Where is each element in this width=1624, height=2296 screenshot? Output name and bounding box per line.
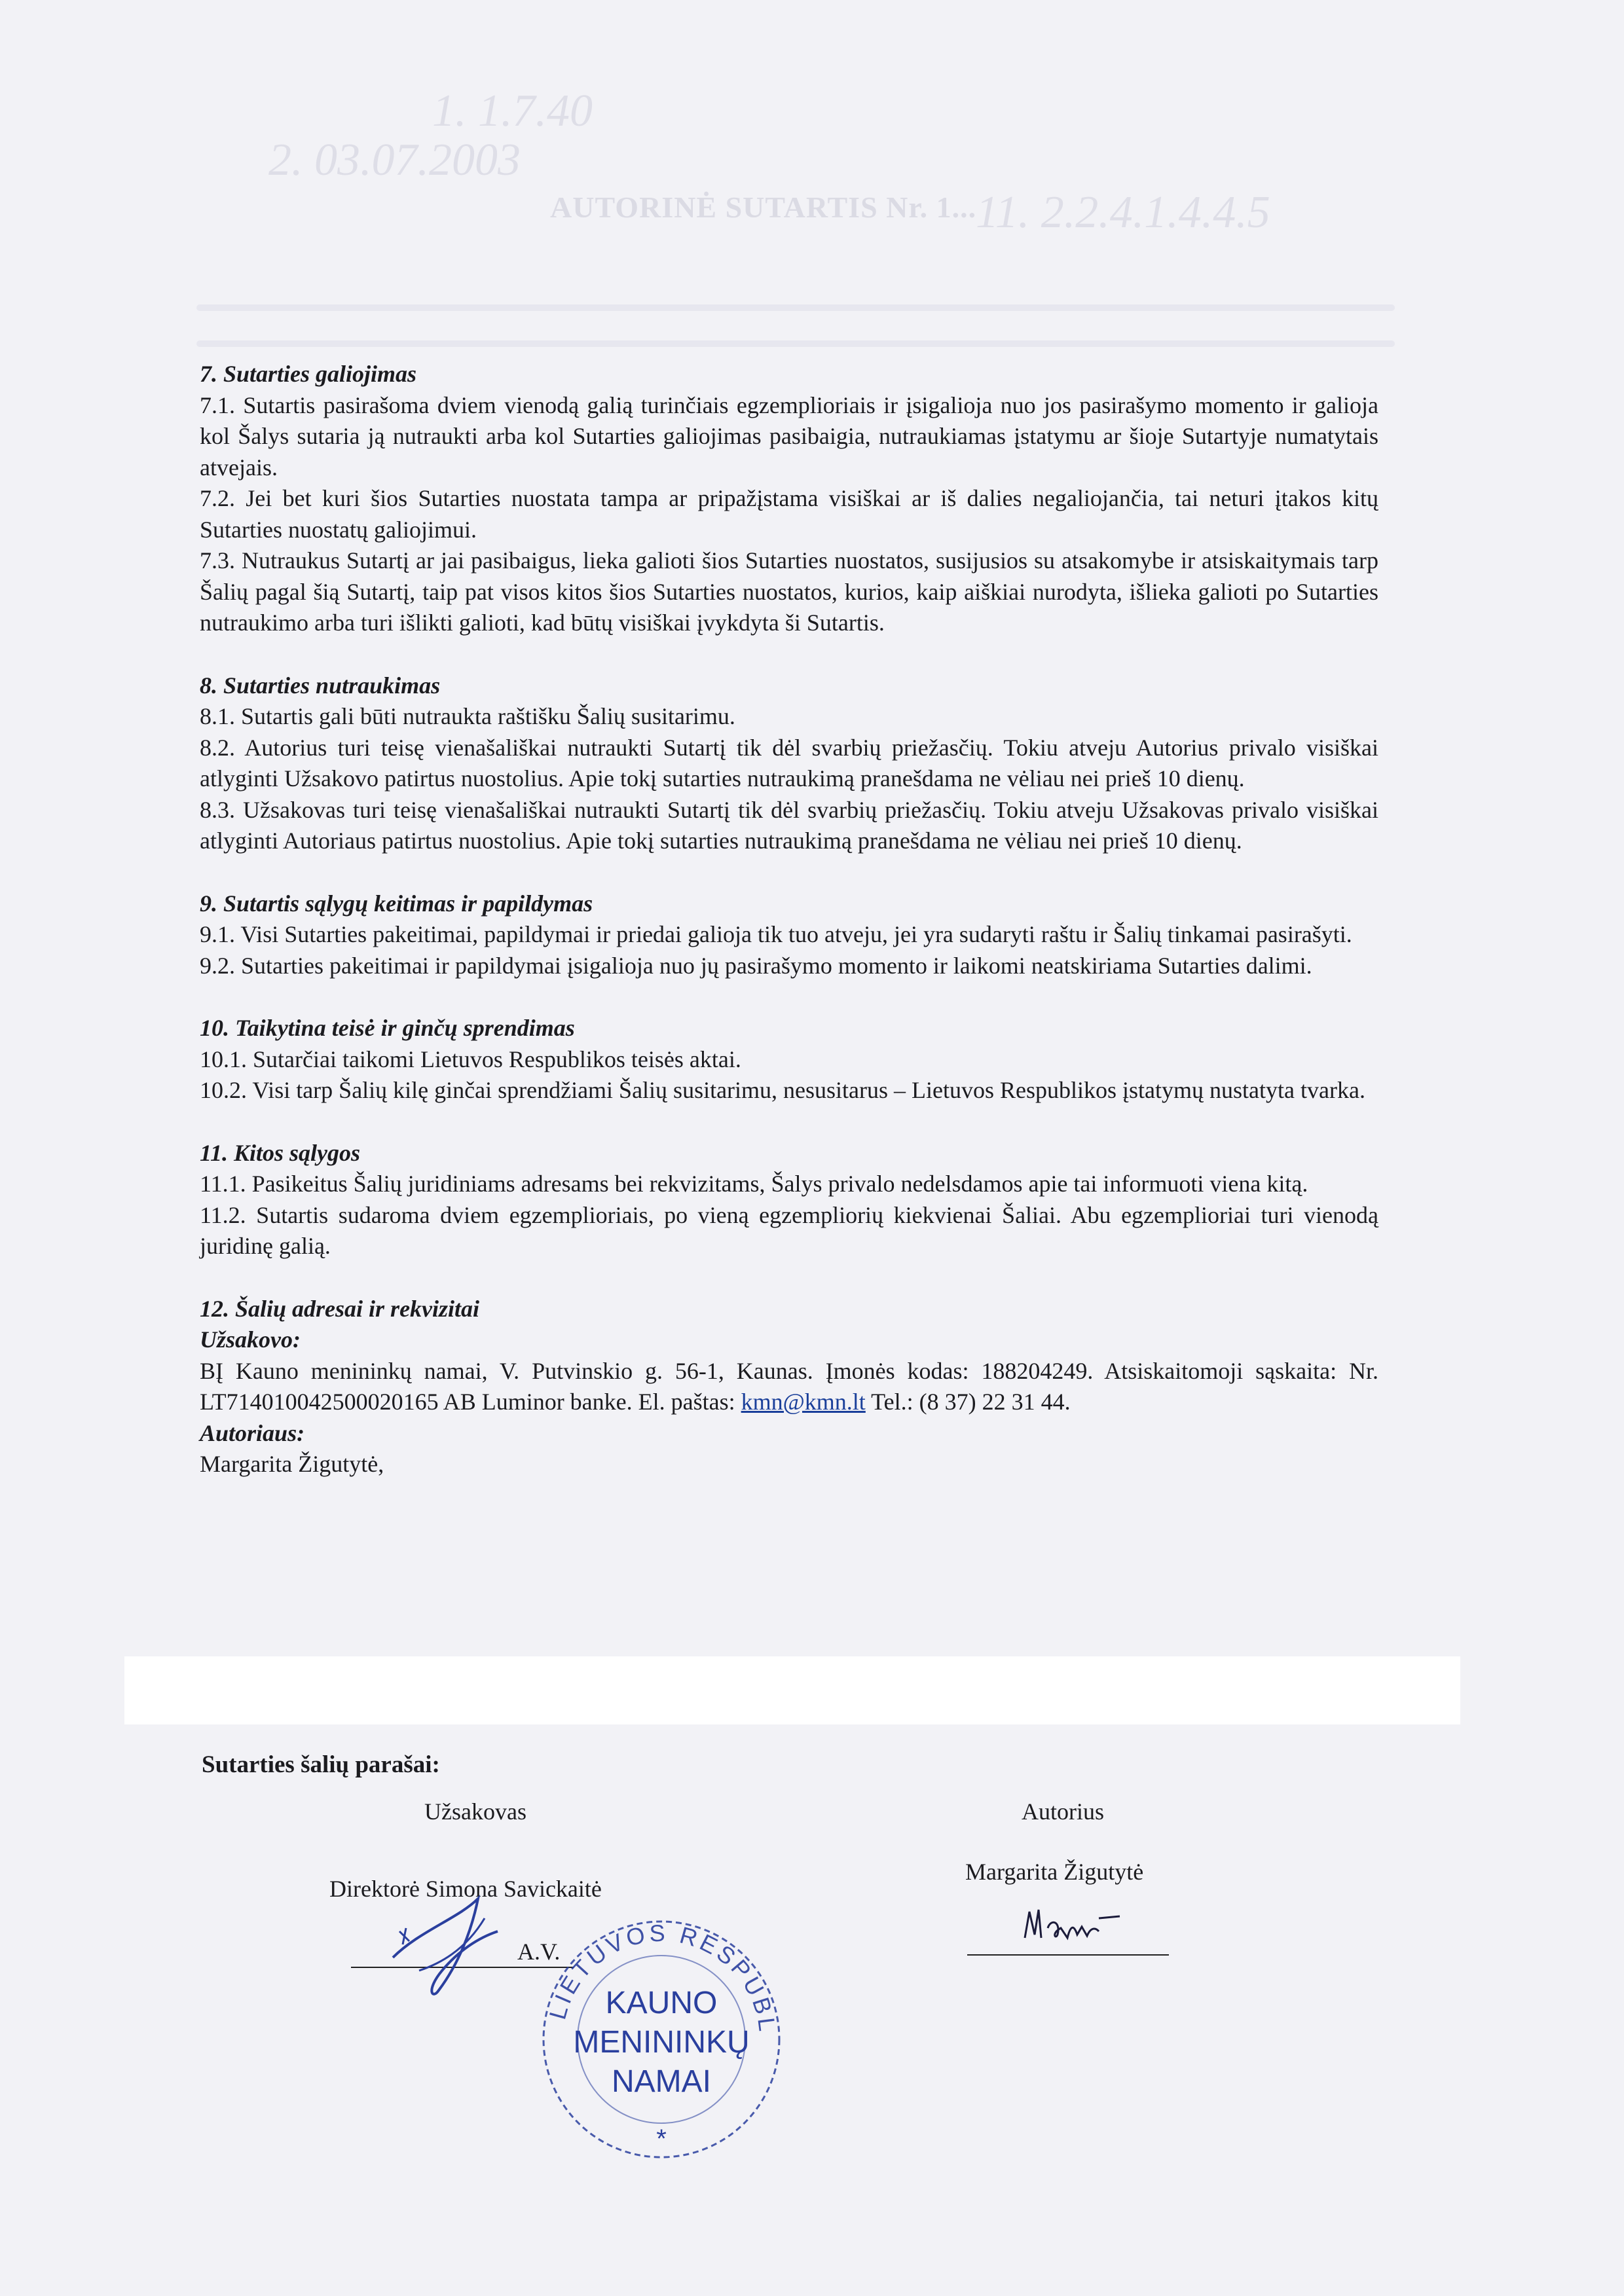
clause-paragraph: 9.2. Sutarties pakeitimai ir papildymai įsigalioja nuo jų pasirašymo momento ir laikomi neatskiriama Sutarties dalimi. — [200, 952, 1312, 979]
section-heading: 10. Taikytina teisė ir ginčų sprendimas — [200, 1015, 575, 1041]
stamp-line-2: MENININKŲ — [573, 2025, 750, 2060]
clause-paragraph: 8.1. Sutartis gali būti nutraukta raštišku Šalių susitarimu. — [200, 703, 735, 729]
bleed-through-handwriting-3: 11. 2.2.4.1.4.4.5 — [976, 187, 1270, 238]
bleed-through-handwriting-1: 1. 1.7.40 — [432, 86, 593, 136]
author-name: Margarita Žigutytė — [965, 1859, 1144, 1885]
clause-paragraph: 7.3. Nutraukus Sutartį ar jai pasibaigus, lieka galioti šios Sutarties nuostatos, susijusios su atsakomybe ir atsiskaitymais tarp Šalių pagal šią Sutartį, taip pat visos kitos šios Sutarties nuostatos, kurios, kaip aiškiai nurodyta, išlieka galioti po Sutarties nutraukimo arba turi išlikti galioti, kad būtų visiškai įvykdyta ši Sutartis. — [200, 547, 1378, 636]
section-7 — [200, 359, 1378, 639]
section-spacer — [200, 1262, 1378, 1294]
section-heading: 12. Šalių adresai ir rekvizitai — [200, 1295, 480, 1322]
clause-paragraph: 8.2. Autorius turi teisę vienašališkai nutraukti Sutartį tik dėl svarbių priežasčių. Tokiu atveju Autorius privalo visiškai atlyginti Užsakovo patirtus nuostolius. Apie tokį sutarties nutraukimą pranešdama ne vėliau nei prieš 10 dienų. — [200, 734, 1378, 792]
contract-body — [200, 359, 1378, 1480]
client-email-link[interactable]: kmn@kmn.lt — [741, 1389, 866, 1415]
clause-paragraph: 7.2. Jei bet kuri šios Sutarties nuostata tampa ar pripažįstama visiškai ar iš dalies negaliojančia, tai neturi įtakos kitų Sutarties nuostatų galiojimui. — [200, 485, 1378, 543]
clause-paragraph: 11.1. Pasikeitus Šalių juridiniams adresams bei rekvizitams, Šalys privalo nedelsdamos apie tai informuoti viena kitą. — [200, 1171, 1308, 1197]
author-text: Margarita Žigutytė, — [200, 1451, 384, 1477]
av-mark: A.V. — [517, 1939, 561, 1965]
section-heading: 8. Sutarties nutraukimas — [200, 672, 441, 699]
stamp-star: * — [656, 2124, 667, 2153]
stamp-line-3: NAMAI — [611, 2064, 712, 2099]
section-8 — [200, 670, 1378, 857]
section-spacer — [200, 639, 1378, 670]
client-signature-label: Užsakovas — [424, 1798, 526, 1825]
bleed-through-line — [196, 304, 1395, 311]
client-phone: Tel.: (8 37) 22 31 44. — [871, 1389, 1071, 1415]
section-spacer — [200, 857, 1378, 888]
clause-paragraph: 8.3. Užsakovas turi teisę vienašališkai nutraukti Sutartį tik dėl svarbių priežasčių. Tokiu atveju Užsakovas privalo visiškai atlyginti Autoriaus patirtus nuostolius. Apie tokį sutarties nutraukimą pranešdama ne vėliau nei prieš 10 dienų. — [200, 796, 1378, 854]
author-signature-line — [967, 1954, 1169, 1956]
director-name: Direktorė Simona Savickaitė — [329, 1876, 602, 1902]
redaction-box — [124, 1656, 1460, 1724]
section-heading: 9. Sutartis sąlygų keitimas ir papildymas — [200, 890, 593, 917]
director-signature — [380, 1892, 511, 2010]
stamp-arc-text: LIETUVOS RESPUBL — [544, 1919, 782, 2036]
section-9 — [200, 888, 1378, 982]
section-11 — [200, 1138, 1378, 1262]
clause-paragraph: 9.1. Visi Sutarties pakeitimai, papildymai ir priedai galioja tik tuo atveju, jei yra sudaryti raštu ir Šalių tinkamai pasirašyti. — [200, 921, 1352, 947]
clause-paragraph: 10.2. Visi tarp Šalių kilę ginčai sprendžiami Šalių susitarimu, nesusitarus – Lietuvos Respublikos įstatymų nustatyta tvarka. — [200, 1077, 1365, 1103]
clause-paragraph: 10.1. Sutarčiai taikomi Lietuvos Respublikos teisės aktai. — [200, 1046, 741, 1072]
client-text: BĮ Kauno menininkų namai, V. Putvinskio g. 56-1, Kaunas. Įmonės kodas: 188204249. Atsiskaitomoji sąskaita: Nr. LT714010042500020165 AB Luminor banke. El. paštas: — [200, 1357, 1378, 1415]
client-details — [200, 1356, 1378, 1418]
section-spacer — [200, 981, 1378, 1013]
bleed-through-title: AUTORINĖ SUTARTIS Nr. 1... — [550, 191, 977, 224]
author-signature-label: Autorius — [1022, 1798, 1104, 1825]
section-10 — [200, 1013, 1378, 1106]
stamp-line-1: KAUNO — [605, 1986, 718, 2020]
section-spacer — [200, 1106, 1378, 1138]
author-label: Autoriaus: — [200, 1419, 305, 1446]
signatures-title: Sutarties šalių parašai: — [202, 1751, 440, 1778]
client-label: Užsakovo: — [200, 1326, 301, 1353]
clause-paragraph: 7.1. Sutartis pasirašoma dviem vienodą galią turinčiais egzemplioriais ir įsigalioja nuo jos pasirašymo momento ir galioja kol Šalys sutaria ją nutraukti arba kol Sutarties galiojimas pasibaigia, nutraukiamas įstatymu ar šioje Sutartyje numatytais atvejais. — [200, 392, 1378, 481]
section-heading: 7. Sutarties galiojimas — [200, 361, 417, 387]
bleed-through-line — [196, 340, 1395, 347]
author-signature — [1022, 1902, 1126, 1948]
stamp-seal — [524, 1889, 799, 2164]
clause-paragraph: 11.2. Sutartis sudaroma dviem egzemplioriais, po vieną egzempliorių kiekvienai Šaliai. Abu egzemplioriai turi vienodą juridinę galią. — [200, 1201, 1378, 1259]
section-heading: 11. Kitos sąlygos — [200, 1139, 361, 1166]
sections-container — [200, 359, 1378, 1294]
section-12 — [200, 1294, 1378, 1480]
bleed-through-handwriting-2: 2. 03.07.2003 — [268, 135, 521, 185]
institution-stamp — [524, 1889, 799, 2164]
